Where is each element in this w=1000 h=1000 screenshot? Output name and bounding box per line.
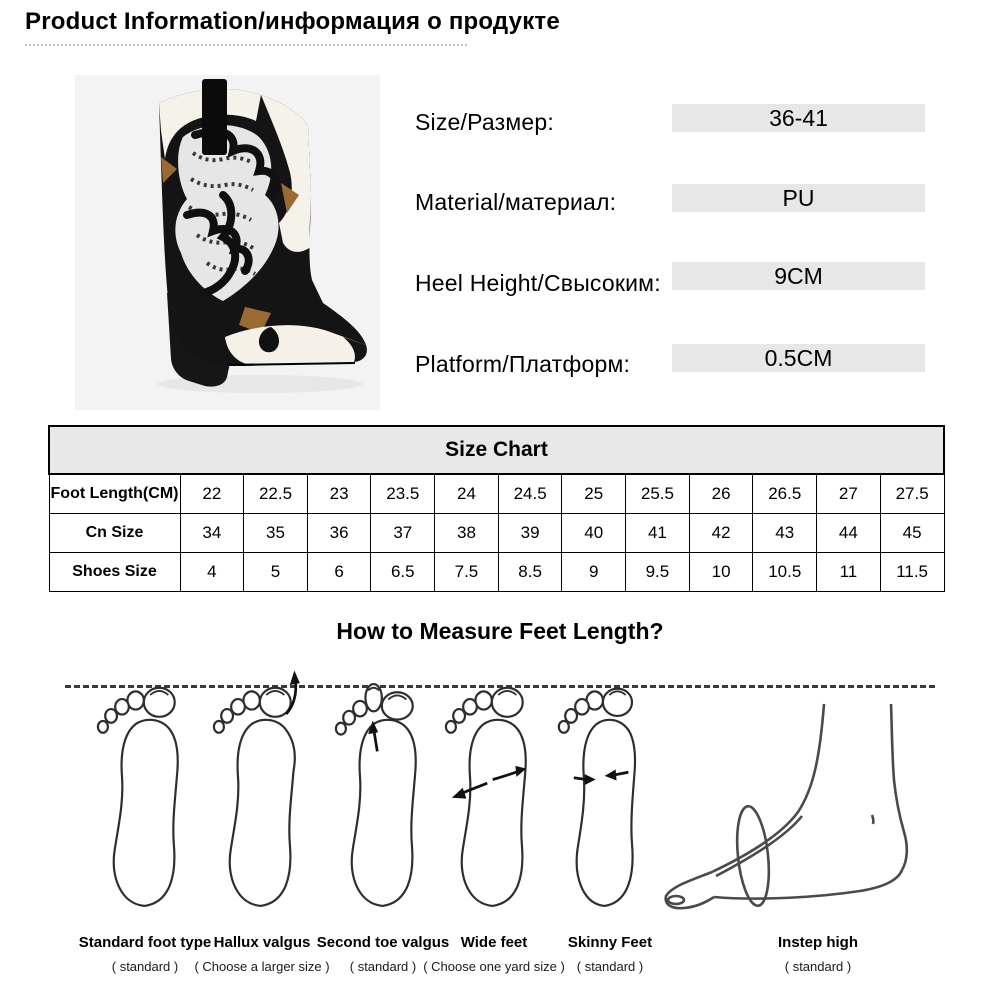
spec-value-heel-height: 9CM [672,262,925,290]
size-chart-cell: 26 [689,474,753,514]
spec-value-size: 36-41 [672,104,925,132]
foot-diagram-wide-feet-icon [440,665,540,915]
size-chart-row-header: Shoes Size [49,553,180,592]
measure-guide-title: How to Measure Feet Length? [336,618,664,644]
size-chart-cell: 26.5 [753,474,817,514]
foot-diagram-second-toe-valgus-icon [330,665,430,915]
size-chart-cell: 9.5 [626,553,690,592]
spec-label-size: Size/Размер: [415,109,554,135]
foot-type-note: ( standard ) [111,959,179,974]
size-chart-cell: 23.5 [371,474,435,514]
size-chart-title: Size Chart [49,426,944,474]
size-chart-cell: 24.5 [498,474,562,514]
size-chart-cell: 8.5 [498,553,562,592]
table-row [49,514,944,553]
size-chart-cell: 10 [689,553,753,592]
foot-type-name: Standard foot type [78,934,212,951]
boot-illustration [75,75,380,410]
foot-diagram-hallux-valgus-icon [208,665,308,915]
spec-label-heel-height: Heel Height/Свысоким: [415,270,661,296]
foot-diagram-skinny-feet-icon [552,665,652,915]
size-chart-cell: 10.5 [753,553,817,592]
foot-type-note: ( standard ) [576,959,644,974]
size-chart-cell: 44 [817,514,881,553]
size-chart-cell: 24 [435,474,499,514]
size-chart-cell: 37 [371,514,435,553]
size-chart-cell: 45 [880,514,944,553]
spec-value-material: PU [672,184,925,212]
table-row [49,474,944,514]
size-chart-cell: 4 [180,553,244,592]
foot-type-note: ( Choose one yard size ) [423,959,565,974]
size-chart-cell: 9 [562,553,626,592]
spec-label-platform: Platform/Платформ: [415,351,631,377]
page-title: Product Information/информация о продукте [25,8,560,35]
size-chart-cell: 22.5 [244,474,308,514]
size-chart-table [48,425,945,592]
size-chart-cell: 5 [244,553,308,592]
boot-product-photo [75,75,380,410]
foot-type-name: Second toe valgus [316,934,450,951]
foot-type-note: ( standard ) [349,959,417,974]
size-chart-cell: 39 [498,514,562,553]
size-chart-cell: 27 [817,474,881,514]
foot-diagram-instep-high-icon [650,700,940,930]
size-chart-cell: 23 [307,474,371,514]
size-chart-row-header: Foot Length(CM) [49,474,180,514]
size-chart-cell: 35 [244,514,308,553]
size-chart-cell: 34 [180,514,244,553]
table-row [49,553,944,592]
size-chart-cell: 41 [626,514,690,553]
foot-type-note: ( standard ) [784,959,852,974]
foot-type-name: Instep high [778,934,858,951]
size-chart-cell: 25.5 [626,474,690,514]
title-underline [25,44,467,46]
size-chart-cell: 6.5 [371,553,435,592]
foot-type-name: Hallux valgus [213,934,311,951]
size-chart-cell: 38 [435,514,499,553]
size-chart-cell: 22 [180,474,244,514]
size-chart-cell: 11.5 [880,553,944,592]
size-chart-cell: 11 [817,553,881,592]
size-chart-cell: 40 [562,514,626,553]
size-chart-cell: 6 [307,553,371,592]
size-chart-cell: 42 [689,514,753,553]
size-chart-cell: 36 [307,514,371,553]
size-chart-cell: 27.5 [880,474,944,514]
foot-diagram-standard-icon [92,665,192,915]
foot-type-name: Wide feet [460,934,528,951]
spec-label-material: Material/материал: [415,189,617,215]
size-chart-cell: 7.5 [435,553,499,592]
size-chart-cell: 43 [753,514,817,553]
size-chart-cell: 25 [562,474,626,514]
size-chart-row-header: Cn Size [49,514,180,553]
foot-type-name: Skinny Feet [567,934,653,951]
spec-value-platform: 0.5CM [672,344,925,372]
foot-type-note: ( Choose a larger size ) [194,959,330,974]
